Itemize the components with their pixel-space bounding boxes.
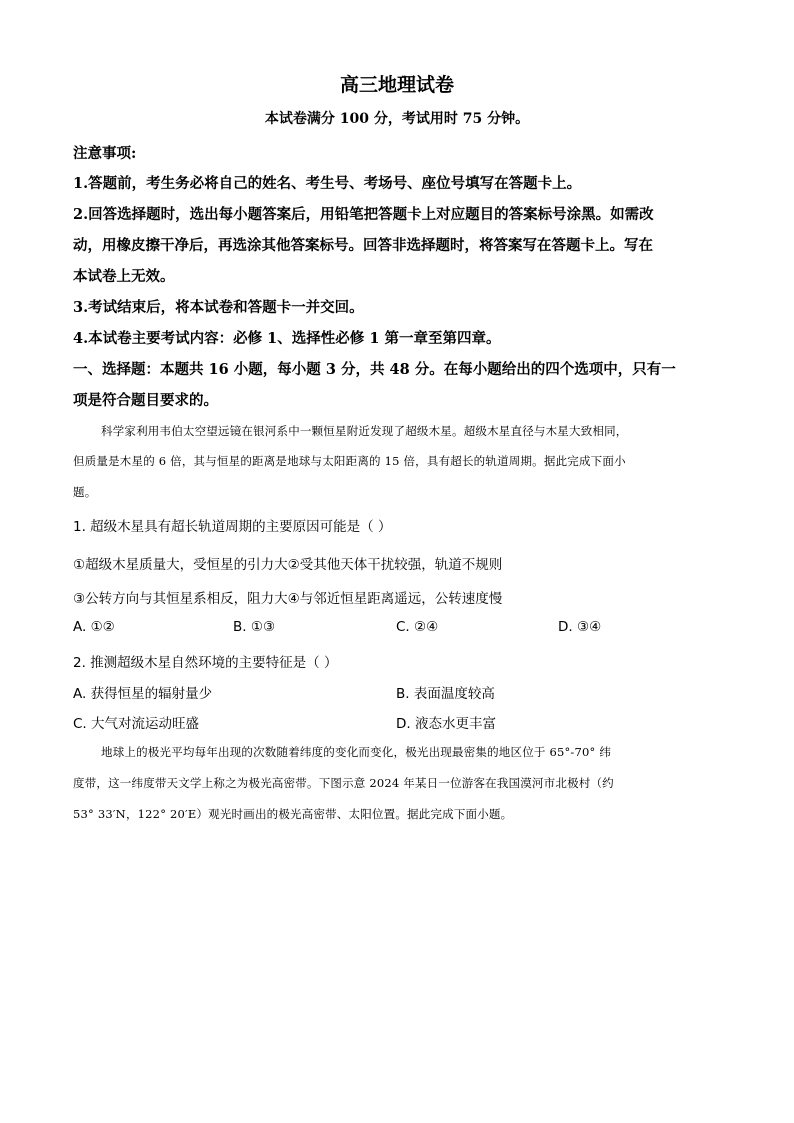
passage-line: 度带，这一纬度带天文学上称之为极光高密带。下图示意 2024 年某日一位游客在我国漠河市北极村（约	[73, 776, 614, 790]
notice-item: 4.本试卷主要考试内容：必修 1、选择性必修 1 第一章至第四章。	[73, 330, 501, 347]
question-stem: 2. 推测超级木星自然环境的主要特征是（ ）	[73, 655, 338, 671]
notice-item: 动，用橡皮擦干净后，再选涂其他答案标号。回答非选择题时，将答案写在答题卡上。写在	[73, 237, 653, 254]
notice-item: 1.答题前，考生务必将自己的姓名、考生号、考场号、座位号填写在答题卡上。	[73, 175, 582, 192]
page-title: 高三地理试卷	[339, 74, 454, 96]
option-a: A. ①②	[73, 619, 115, 635]
passage-line: 题。	[73, 485, 97, 499]
option-b: B. ①③	[233, 619, 276, 635]
section-heading: 一、选择题：本题共 16 小题，每小题 3 分，共 48 分。在每小题给出的四个选项中，只有一	[73, 361, 676, 378]
option-c: C. 大气对流运动旺盛	[73, 716, 200, 732]
question-statement: ①超级木星质量大，受恒星的引力大②受其他天体干扰较强，轨道不规则	[73, 557, 503, 573]
passage-line: 53° 33′N，122° 20′E）观光时画出的极光高密带、太阳位置。据此完成下面小题。	[73, 807, 513, 821]
notice-item: 2.回答选择题时，选出每小题答案后，用铅笔把答题卡上对应题目的答案标号涂黑。如需改	[73, 206, 654, 223]
question-stem: 1. 超级木星具有超长轨道周期的主要原因可能是（ ）	[73, 519, 392, 535]
option-b: B. 表面温度较高	[396, 686, 495, 702]
passage-line: 地球上的极光平均每年出现的次数随着纬度的变化而变化，极光出现最密集的地区位于 65°-70° 纬	[101, 745, 612, 759]
section-heading: 项是符合题目要求的。	[73, 392, 218, 409]
notice-heading: 注意事项:	[73, 145, 137, 162]
notice-item: 本试卷上无效。	[73, 268, 175, 285]
exam-subtitle: 本试卷满分 100 分，考试用时 75 分钟。	[264, 111, 530, 127]
option-d: D. 液态水更丰富	[396, 716, 496, 732]
notice-item: 3.考试结束后，将本试卷和答题卡一并交回。	[73, 299, 364, 316]
passage-line: 但质量是木星的 6 倍，其与恒星的距离是地球与太阳距离的 15 倍，具有超长的轨道周期。据此完成下面小	[73, 454, 626, 468]
option-a: A. 获得恒星的辐射量少	[73, 686, 213, 702]
option-c: C. ②④	[396, 619, 439, 635]
question-statement: ③公转方向与其恒星系相反，阻力大④与邻近恒星距离遥远，公转速度慢	[73, 591, 503, 607]
passage-line: 科学家利用韦伯太空望远镜在银河系中一颗恒星附近发现了超级木星。超级木星直径与木星大致相同，	[101, 424, 628, 438]
option-d: D. ③④	[558, 619, 602, 635]
